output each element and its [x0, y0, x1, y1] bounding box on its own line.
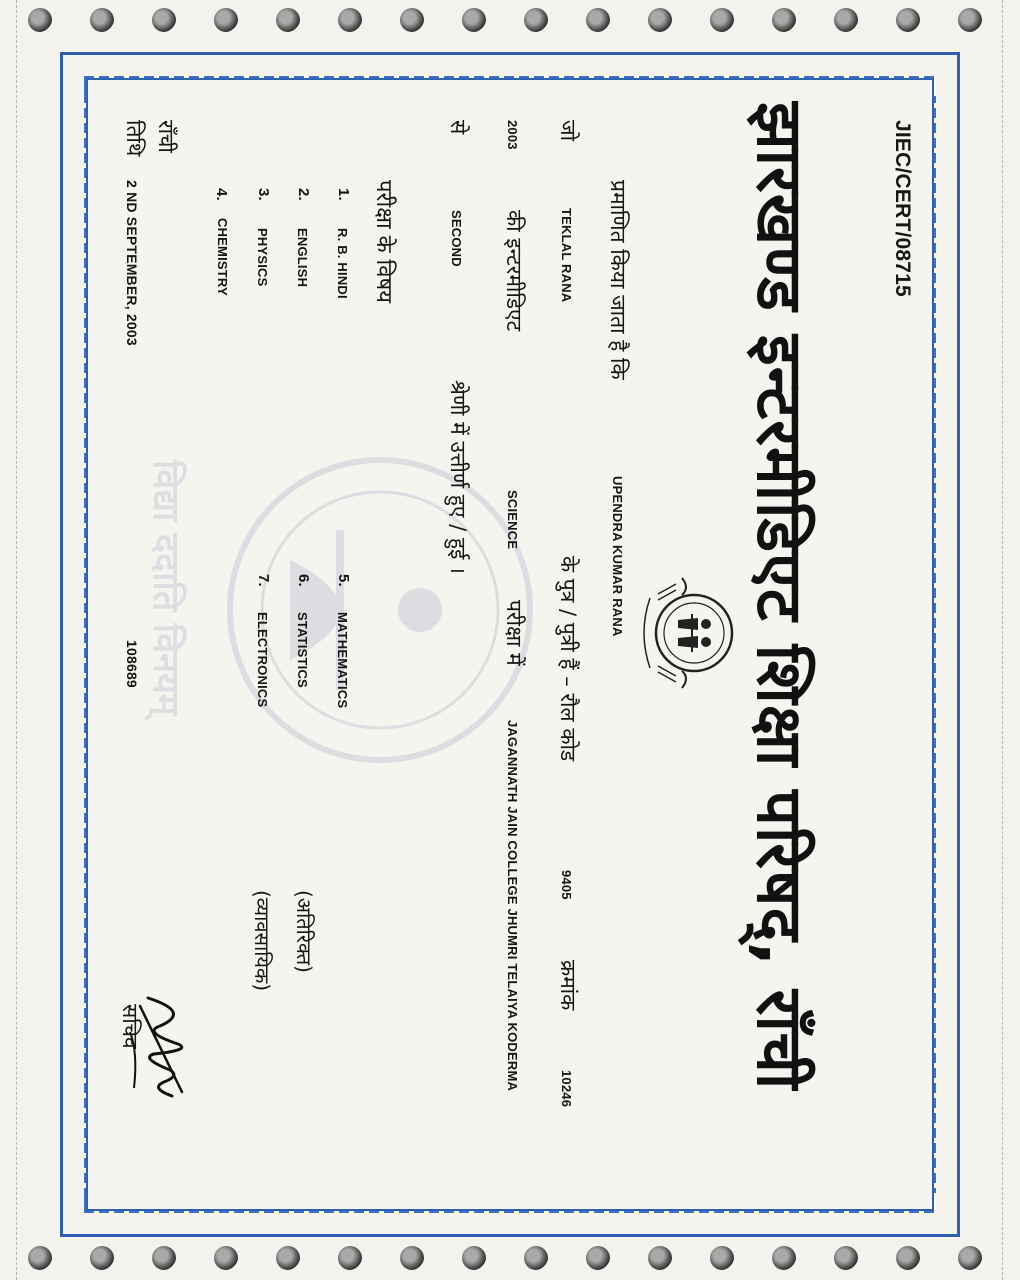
punch-hole-icon	[834, 8, 858, 32]
exam-year: 2003	[505, 120, 520, 150]
punch-hole-icon	[462, 1246, 486, 1270]
punch-hole-icon	[586, 8, 610, 32]
roll-number: 10246	[559, 1070, 574, 1108]
subject-number: 6.	[295, 574, 312, 587]
punch-hole-icon	[586, 1246, 610, 1270]
who-text: जो	[556, 120, 580, 142]
punch-hole-icon	[834, 1246, 858, 1270]
punch-hole-icon	[524, 8, 548, 32]
punch-hole-icon	[338, 1246, 362, 1270]
punch-hole-icon	[896, 1246, 920, 1270]
punch-hole-icon	[648, 1246, 672, 1270]
subject-name: CHEMISTRY	[215, 218, 230, 296]
punch-hole-icon	[214, 8, 238, 32]
punch-hole-icon	[152, 1246, 176, 1270]
punch-hole-icon	[772, 8, 796, 32]
board-title: झारखण्ड इन्टरमीडिएट शिक्षा परिषद्, राँची	[743, 102, 816, 1091]
watermark-emblem-icon	[180, 410, 540, 810]
exam-suffix: परीक्षा में	[502, 600, 526, 666]
date-label: तिथि	[122, 120, 146, 157]
pass-text: श्रेणी में उत्तीर्ण हुए / हुई ।	[446, 380, 470, 575]
board-emblem-icon	[642, 568, 742, 698]
punch-hole-icon	[400, 1246, 424, 1270]
punch-holes-bottom	[0, 1238, 1020, 1278]
punch-hole-icon	[772, 1246, 796, 1270]
punch-hole-icon	[214, 1246, 238, 1270]
certify-text: प्रमाणित किया जाता है कि	[606, 180, 630, 380]
issue-date: 2 ND SEPTEMBER, 2003	[124, 180, 140, 346]
certificate-number: 108689	[124, 640, 140, 688]
division: SECOND	[449, 210, 464, 267]
exam-label: की इन्टरमीडिएट	[502, 210, 526, 332]
certificate-serial: JIEC/CERT/08715	[891, 120, 914, 297]
punch-hole-icon	[276, 1246, 300, 1270]
subject-number: 5.	[335, 574, 352, 587]
subject-number: 1.	[335, 188, 352, 201]
punch-hole-icon	[462, 8, 486, 32]
subject-name: PHYSICS	[255, 228, 270, 287]
subject-tag: (अतिरिक्त)	[292, 890, 316, 973]
punch-hole-icon	[710, 8, 734, 32]
punch-hole-icon	[958, 8, 982, 32]
punch-hole-icon	[400, 8, 424, 32]
subject-tag: (व्यावसायिक)	[250, 890, 274, 992]
punch-holes-top	[0, 0, 1020, 40]
perforation-line-left	[16, 0, 17, 1280]
roll-number-label: क्रमांक	[556, 960, 580, 1011]
subject-number: 2.	[295, 188, 312, 201]
watermark-motto: विद्या ददाति विनयम्	[145, 460, 186, 716]
punch-hole-icon	[338, 8, 362, 32]
relation-text: के पुत्र / पुत्री हैं – रौल कोड	[556, 556, 580, 762]
exam-stream: SCIENCE	[505, 490, 520, 550]
father-name: TEKLAL RANA	[559, 208, 574, 303]
punch-hole-icon	[276, 8, 300, 32]
subject-number: 3.	[255, 188, 272, 201]
punch-hole-icon	[524, 1246, 548, 1270]
from-text: से	[446, 120, 470, 135]
punch-hole-icon	[28, 1246, 52, 1270]
subject-number: 4.	[213, 188, 230, 201]
punch-hole-icon	[28, 8, 52, 32]
punch-hole-icon	[648, 8, 672, 32]
issue-place: राँची	[154, 120, 178, 153]
certificate-content	[100, 80, 920, 1200]
candidate-name: UPENDRA KUMAR RANA	[610, 476, 625, 637]
perforation-line-right	[1002, 0, 1003, 1280]
subject-name: STATISTICS	[295, 612, 310, 688]
subject-name: ELECTRONICS	[255, 612, 270, 708]
roll-code: 9405	[559, 870, 574, 900]
college-name: JAGANNATH JAIN COLLEGE JHUMRI TELAIYA KODERMA	[505, 720, 520, 1092]
punch-hole-icon	[710, 1246, 734, 1270]
signatory-title: सचिव	[118, 1004, 142, 1049]
punch-hole-icon	[90, 8, 114, 32]
subject-number: 7.	[255, 574, 272, 587]
punch-hole-icon	[896, 8, 920, 32]
punch-hole-icon	[152, 8, 176, 32]
punch-hole-icon	[90, 1246, 114, 1270]
subject-name: ENGLISH	[295, 228, 310, 288]
subjects-heading: परीक्षा के विषय	[371, 180, 396, 303]
subject-name: R. B. HINDI	[335, 228, 350, 299]
subject-name: MATHEMATICS	[335, 612, 350, 709]
punch-hole-icon	[958, 1246, 982, 1270]
